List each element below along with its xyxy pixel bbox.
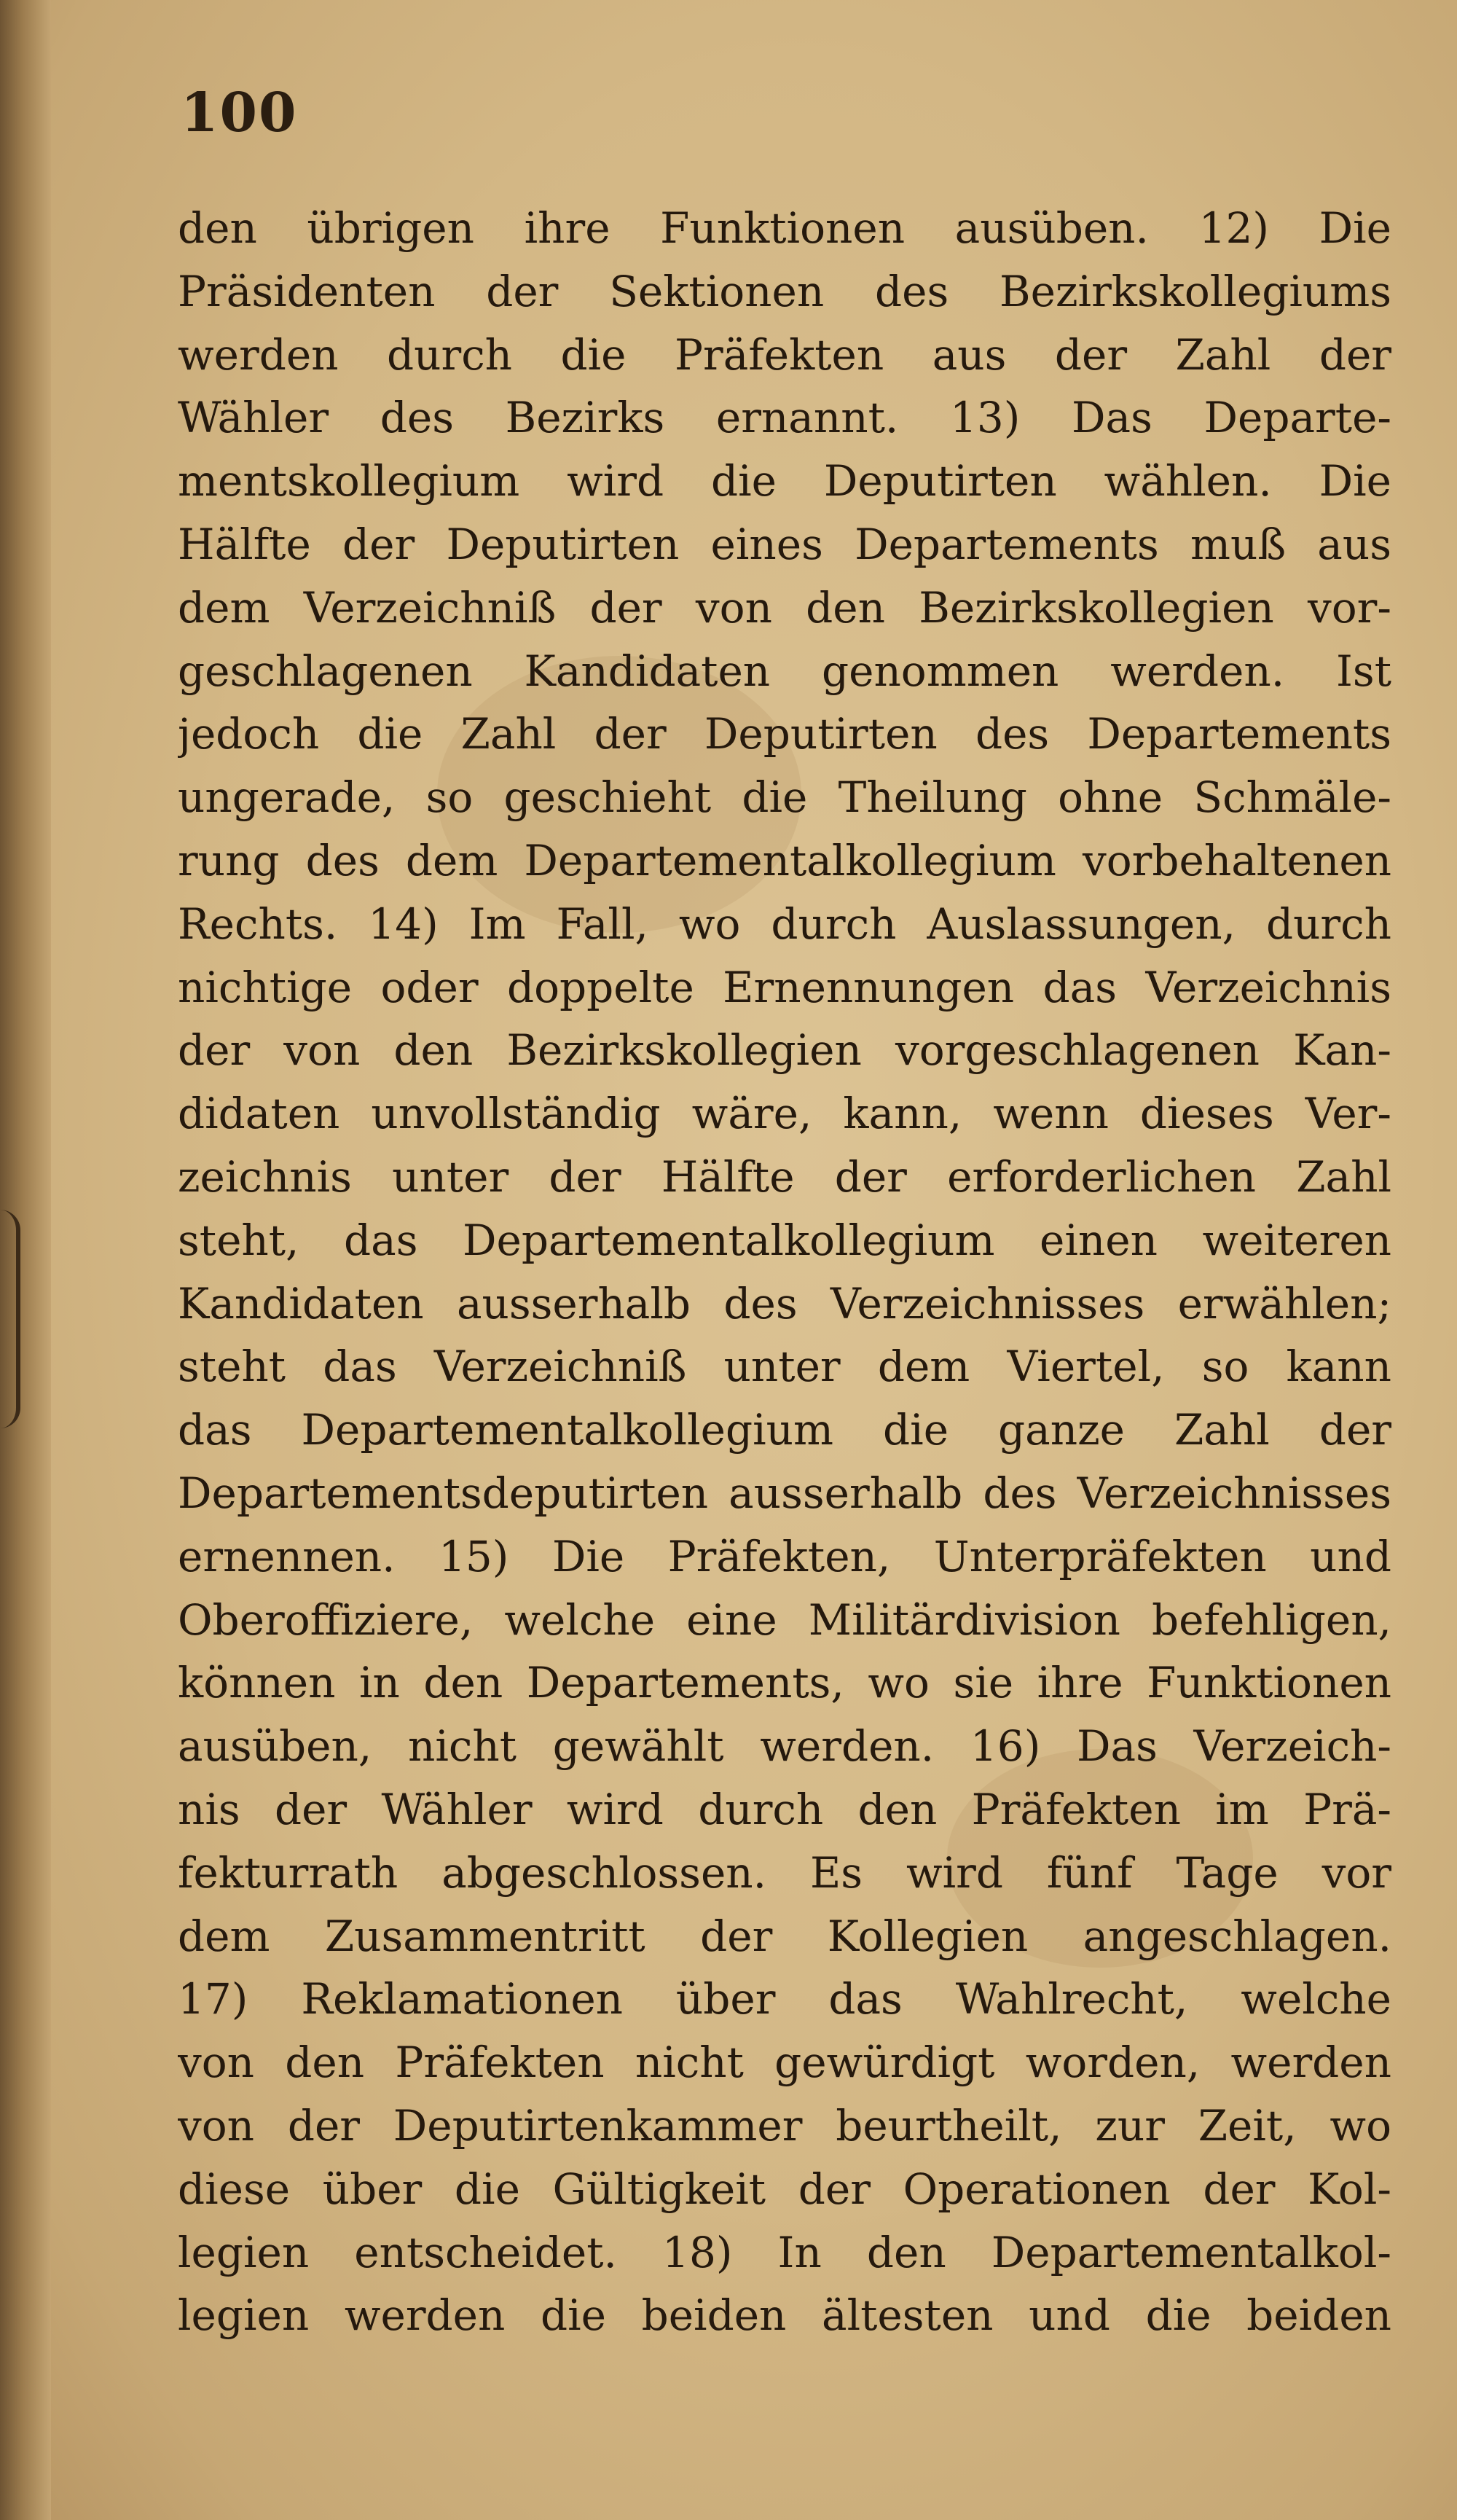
text-line: Präsidenten der Sektionen des Bezirkskollegiums — [178, 266, 1391, 316]
text-line: mentskollegium wird die Deputirten wählen. Die — [178, 456, 1391, 506]
text-line: Wähler des Bezirks ernannt. 13) Das Departe- — [178, 393, 1391, 443]
text-line: legien werden die beiden ältesten und die beiden — [178, 2290, 1391, 2341]
text-line: das Departementalkollegium die ganze Zahl der — [178, 1405, 1391, 1455]
text-line: zeichnis unter der Hälfte der erforderlichen Zahl — [178, 1151, 1391, 1202]
text-line: ungerade, so geschieht die Theilung ohne Schmäle- — [178, 772, 1391, 823]
text-line: Departementsdeputirten ausserhalb des Verzeichnisses — [178, 1468, 1391, 1518]
text-line: Kandidaten ausserhalb des Verzeichnisses erwählen; — [178, 1278, 1391, 1329]
text-line: Hälfte der Deputirten eines Departements muß aus — [178, 519, 1391, 569]
text-line: steht das Verzeichniß unter dem Viertel, so kann — [178, 1342, 1391, 1392]
edge-mark — [0, 1210, 20, 1428]
text-line: diese über die Gültigkeit der Operationen der Kol- — [178, 2164, 1391, 2214]
text-line: ernennen. 15) Die Präfekten, Unterpräfekten und — [178, 1531, 1391, 1581]
text-line: Rechts. 14) Im Fall, wo durch Auslassungen, durch — [178, 899, 1391, 949]
text-line: Oberoffiziere, welche eine Militärdivision befehligen, — [178, 1594, 1391, 1645]
text-line: nis der Wähler wird durch den Präfekten im Prä- — [178, 1784, 1391, 1834]
text-line: geschlagenen Kandidaten genommen werden. Ist — [178, 646, 1391, 696]
text-line: fekturrath abgeschlossen. Es wird fünf Tage vor — [178, 1847, 1391, 1898]
text-line: 17) Reklamationen über das Wahlrecht, welche — [178, 1974, 1391, 2024]
text-line: von der Deputirtenkammer beurtheilt, zur Zeit, wo — [178, 2100, 1391, 2151]
text-line: didaten unvollständig wäre, kann, wenn dieses Ver- — [178, 1089, 1391, 1139]
text-line: jedoch die Zahl der Deputirten des Departements — [178, 709, 1391, 759]
body-text — [178, 197, 1391, 2347]
text-line: steht, das Departementalkollegium einen weiteren — [178, 1215, 1391, 1265]
text-line: dem Zusammentritt der Kollegien angeschlagen. — [178, 1911, 1391, 1961]
text-line: dem Verzeichniß der von den Bezirkskollegien vor- — [178, 582, 1391, 633]
text-line: werden durch die Präfekten aus der Zahl der — [178, 329, 1391, 380]
text-line: nichtige oder doppelte Ernennungen das Verzeichnis — [178, 962, 1391, 1012]
page-number: 100 — [181, 82, 298, 144]
text-line: von den Präfekten nicht gewürdigt worden, werden — [178, 2038, 1391, 2088]
text-line: können in den Departements, wo sie ihre Funktionen — [178, 1658, 1391, 1708]
text-line: der von den Bezirkskollegien vorgeschlagenen Kan- — [178, 1025, 1391, 1076]
text-line: ausüben, nicht gewählt werden. 16) Das Verzeich- — [178, 1721, 1391, 1772]
text-line: legien entscheidet. 18) In den Departementalkol- — [178, 2227, 1391, 2277]
text-line: den übrigen ihre Funktionen ausüben. 12) Die — [178, 203, 1391, 253]
text-line: rung des dem Departementalkollegium vorbehaltenen — [178, 835, 1391, 885]
